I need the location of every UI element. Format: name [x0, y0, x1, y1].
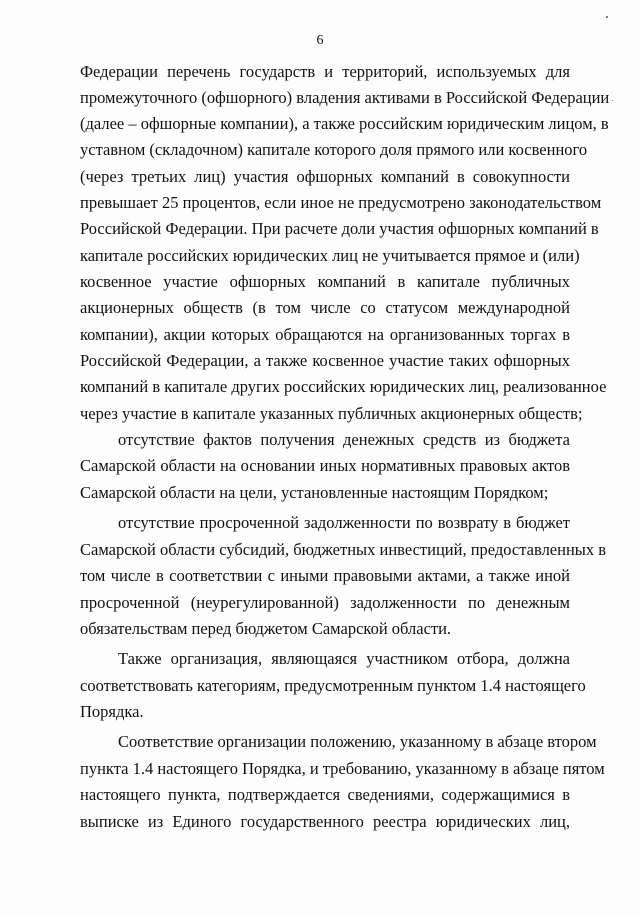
text-line: Федерации перечень государств и территорий, используемых для [80, 62, 570, 81]
text-line: уставном (складочном) капитале которого доля прямого или косвенного [80, 140, 588, 159]
text-line: через участие в капитале указанных публичных акционерных обществ; [80, 404, 583, 423]
text-line: Самарской области на цели, установленные настоящим Порядком; [80, 483, 549, 502]
text-line: превышает 25 процентов, если иное не предусмотрено законодательством [80, 193, 602, 212]
text-line: Российской Федерации. При расчете доли участия офшорных компаний в [80, 219, 599, 238]
text-line: косвенное участие офшорных компаний в капитале публичных [80, 272, 570, 291]
text-line: Также организация, являющаяся участником отбора, должна [118, 649, 570, 668]
text-line: капитале российских юридических лиц не учитывается прямое и (или) [80, 246, 580, 265]
text-line: отсутствие фактов получения денежных средств из бюджета [118, 430, 570, 449]
scan-speck [606, 16, 608, 18]
scan-speck [612, 100, 613, 101]
text-line: (через третьих лиц) участия офшорных компаний в совокупности [80, 167, 570, 186]
text-line: акционерных обществ (в том числе со статусом международной [80, 298, 570, 317]
text-line: выписке из Единого государственного реестра юридических лиц, [80, 812, 570, 831]
text-line: Самарской области на основании иных нормативных правовых актов [80, 456, 570, 475]
page-number: 6 [316, 33, 324, 48]
text-line: соответствовать категориям, предусмотренным пунктом 1.4 настоящего [80, 676, 586, 695]
text-line: том числе в соответствии с иными правовыми актами, а также иной [80, 566, 570, 585]
text-line: Соответствие организации положению, указанному в абзаце втором [118, 732, 597, 751]
text-line: Порядка. [80, 702, 144, 721]
text-line: промежуточного (офшорного) владения активами в Российской Федерации [80, 88, 610, 107]
text-line: компании), акции которых обращаются на организованных торгах в [80, 325, 570, 344]
text-line: Российской Федерации, а также косвенное участие таких офшорных [80, 351, 570, 370]
text-line: обязательствам перед бюджетом Самарской области. [80, 619, 452, 638]
text-line: настоящего пункта, подтверждается сведениями, содержащимися в [80, 785, 570, 804]
text-line: пункта 1.4 настоящего Порядка, и требованию, указанному в абзаце пятом [80, 759, 605, 778]
text-line: Самарской области субсидий, бюджетных инвестиций, предоставленных в [80, 540, 607, 559]
text-line: (далее – офшорные компании), а также российским юридическим лицом, в [80, 114, 609, 133]
text-line: отсутствие просроченной задолженности по возврату в бюджет [118, 513, 570, 532]
text-line: просроченной (неурегулированной) задолженности по денежным [80, 593, 570, 612]
text-line: компаний в капитале других российских юридических лиц, реализованное [80, 377, 607, 396]
